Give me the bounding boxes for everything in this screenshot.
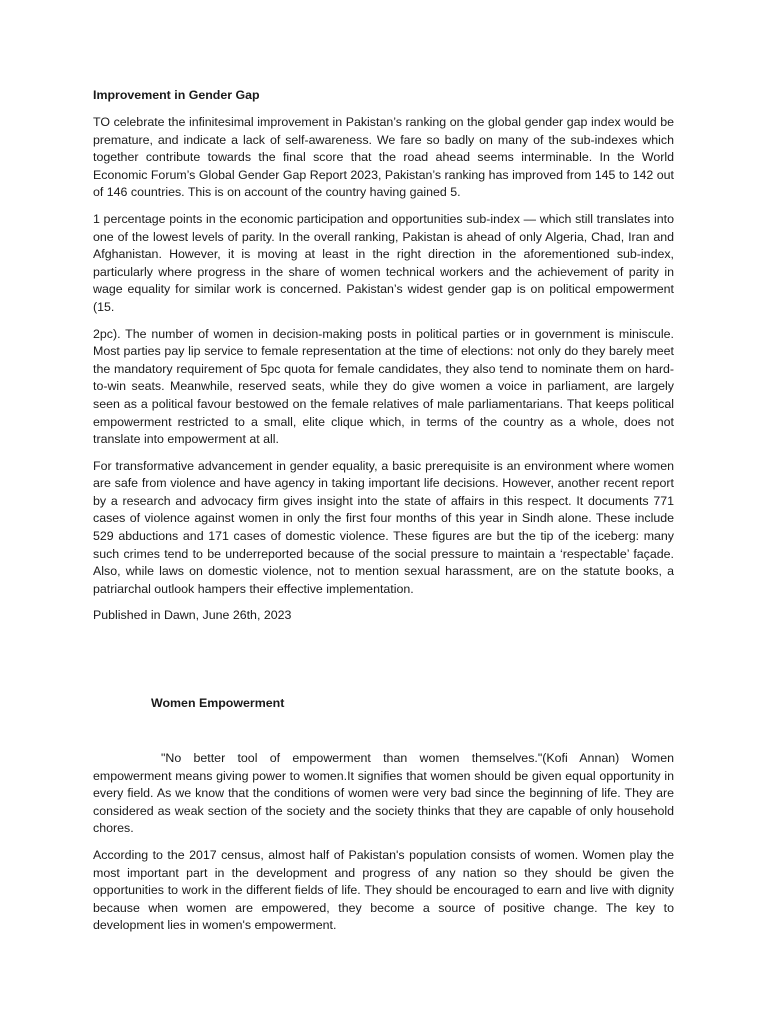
article-women-empowerment xyxy=(93,694,674,944)
published-line: Published in Dawn, June 26th, 2023 xyxy=(93,608,292,623)
article-title: Improvement in Gender Gap xyxy=(93,88,260,102)
article-paragraph: 1 percentage points in the economic participation and opportunities sub-index — which still translates into one of the lowest levels of parity. In the overall ranking, Pakistan is ahead of only Algeria, Chad, Iran and Afghanistan. However, it is moving at least in the right direction in the aforementioned sub-index, particularly where progress in the share of women technical workers and the achievement of parity in wage equality for similar work is concerned. Pakistan’s widest gender gap is on political empowerment (15. xyxy=(93,211,674,314)
article-paragraph: "No better tool of empowerment than women themselves."(Kofi Annan) Women empowerment means giving power to women.It signifies that women should be given equal opportunity in every field. As we know that the conditions of women were very bad since the beginning of life. They are considered as weak section of the society and the society thinks that they are capable of only household chores. xyxy=(93,751,674,836)
article-title: Women Empowerment xyxy=(151,696,285,710)
article-paragraph: TO celebrate the infinitesimal improvement in Pakistan’s ranking on the global gender gap index would be premature, and indicate a lack of self-awareness. We fare so badly on many of the sub-indexes which together contribute towards the final score that the road ahead seems interminable. In the World Economic Forum’s Global Gender Gap Report 2023, Pakistan’s ranking has improved from 145 to 142 out of 146 countries. This is on account of the country having gained 5. xyxy=(93,115,674,200)
article-paragraph: For transformative advancement in gender equality, a basic prerequisite is an environment where women are safe from violence and have agency in taking important life decisions. However, another recent report by a research and advocacy firm gives insight into the state of affairs in this respect. It documents 771 cases of violence against women in only the first four months of this year in Sindh alone. These include 529 abductions and 171 cases of domestic violence. These figures are but the tip of the iceberg: many such crimes tend to be underreported because of the social pressure to maintain a ‘respectable’ façade. Also, while laws on domestic violence, not to mention sexual harassment, are on the statute books, a patriarchal outlook hampers their effective implementation. xyxy=(93,458,674,596)
article-gender-gap xyxy=(93,86,674,625)
article-paragraph: According to the 2017 census, almost half of Pakistan's population consists of women. Women play the most important part in the development and progress of any nation so they should be given the opportunities to work in the different fields of life. They should be encouraged to earn and live with dignity because when women are empowered, they become a source of positive change. The key to development lies in women's empowerment. xyxy=(93,847,674,933)
article-paragraph: 2pc). The number of women in decision-making posts in political parties or in government is miniscule. Most parties pay lip service to female representation at the time of elections: not only do they barely meet the mandatory requirement of 5pc quota for female candidates, they also tend to nominate them on hard-to-win seats. Meanwhile, reserved seats, while they do give women a voice in parliament, are largely seen as a political favour bestowed on the female relatives of male parliamentarians. That keeps political empowerment restricted to a small, elite clique which, in terms of the country as a whole, does not translate into empowerment at all. xyxy=(93,326,674,447)
